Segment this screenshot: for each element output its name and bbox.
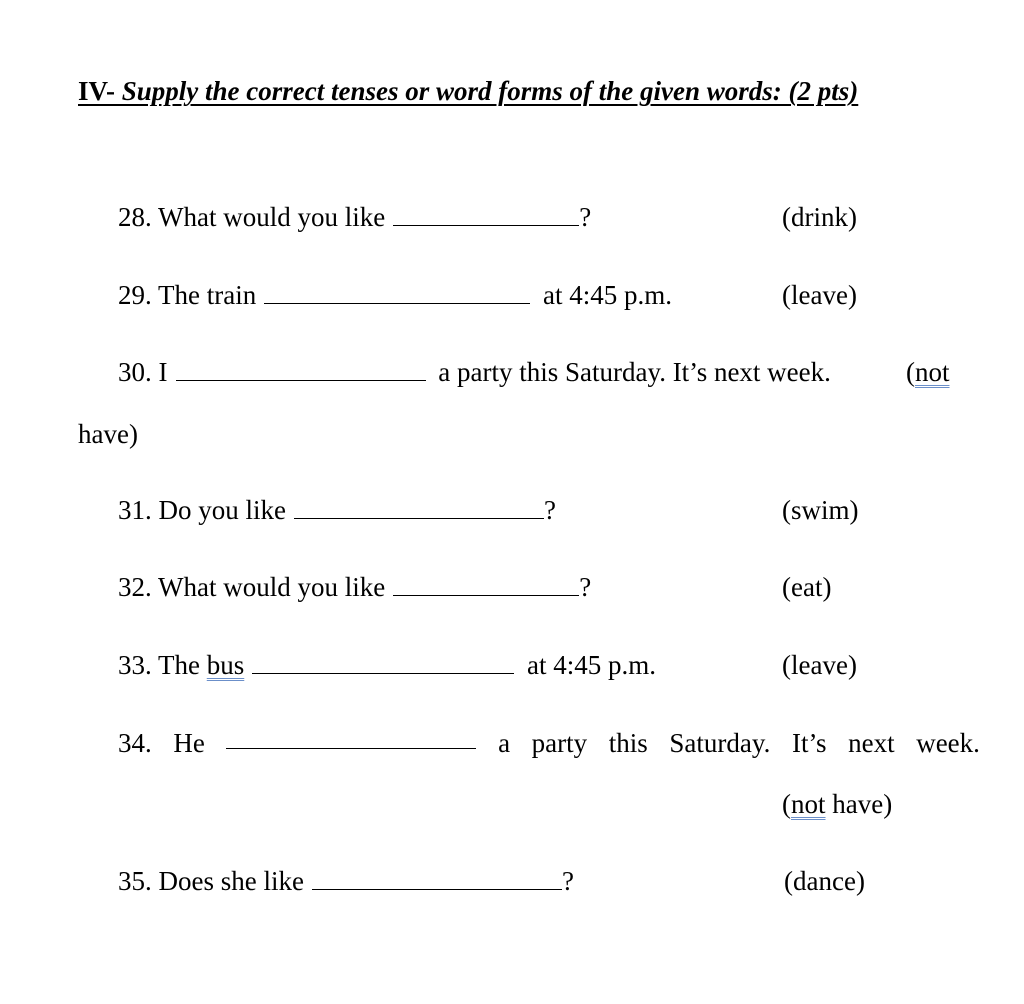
exercise-text-after: a party this Saturday. It’s next week. — [438, 357, 831, 387]
exercise-word: Saturday. — [669, 728, 771, 758]
exercise-text: Do you like — [158, 495, 286, 525]
exercise-31 — [118, 493, 556, 527]
exercise-32 — [118, 570, 591, 604]
exercise-number: 31. — [118, 495, 152, 525]
exercise-number: 30. — [118, 357, 152, 387]
exercise-text-after: ? — [561, 866, 574, 896]
exercise-word: bus — [206, 650, 245, 680]
hint-29: (leave) — [782, 280, 857, 310]
section-heading — [78, 60, 958, 122]
exercise-number: 28. — [118, 202, 152, 232]
exercise-text: The — [158, 650, 200, 680]
exercise-text-after: at 4:45 p.m. — [542, 280, 672, 310]
exercise-text: He — [173, 728, 205, 758]
hint-32: (eat) — [782, 572, 832, 602]
exercise-35 — [118, 864, 574, 898]
answer-blank[interactable] — [252, 651, 514, 674]
exercise-word: week. — [916, 728, 980, 758]
exercise-word: It’s — [791, 728, 827, 758]
exercise-text: What would you like — [158, 572, 386, 602]
hint-open: ( — [782, 789, 791, 819]
exercise-text-after: ? — [579, 572, 592, 602]
exercise-number: 29. — [118, 280, 152, 310]
exercise-word: next — [848, 728, 895, 758]
answer-blank[interactable] — [312, 867, 562, 890]
hint-31: (swim) — [782, 495, 859, 525]
answer-blank[interactable] — [393, 203, 579, 226]
hint-word: not — [915, 357, 950, 387]
hint-33: (leave) — [782, 650, 857, 680]
exercise-29 — [118, 278, 672, 312]
exercise-30 — [118, 355, 831, 389]
hint-rest: have) — [825, 789, 893, 819]
exercise-number: 34. — [118, 728, 152, 758]
exercise-text: I — [158, 357, 168, 387]
hint-30 — [906, 355, 950, 389]
answer-blank[interactable] — [226, 726, 476, 749]
answer-blank[interactable] — [264, 281, 530, 304]
answer-blank[interactable] — [176, 358, 426, 381]
exercise-number: 33. — [118, 650, 152, 680]
section-number: IV- — [78, 76, 115, 106]
hint-open: ( — [906, 357, 915, 387]
exercise-number: 35. — [118, 866, 152, 896]
answer-blank[interactable] — [393, 573, 579, 596]
exercise-33 — [118, 648, 656, 682]
section-instruction: Supply the correct tenses or word forms of the given words: (2 pts) — [115, 76, 859, 106]
hint-28: (drink) — [782, 202, 857, 232]
exercise-number: 32. — [118, 572, 152, 602]
exercise-text-after: ? — [544, 495, 556, 525]
exercise-34 — [118, 726, 980, 760]
hint-30-cont: have) — [78, 419, 138, 449]
exercise-word: a — [498, 728, 511, 758]
exercise-text-after: ? — [579, 202, 592, 232]
hint-word: not — [791, 789, 826, 819]
exercise-28 — [118, 200, 591, 234]
exercise-word: this — [608, 728, 648, 758]
exercise-word: party — [531, 728, 588, 758]
exercise-text-after: at 4:45 p.m. — [527, 650, 657, 680]
hint-35: (dance) — [784, 866, 865, 896]
answer-blank[interactable] — [294, 496, 544, 519]
exercise-text: What would you like — [158, 202, 386, 232]
exercise-text: Does she like — [158, 866, 304, 896]
hint-34 — [782, 787, 892, 821]
exercise-text: The train — [158, 280, 257, 310]
